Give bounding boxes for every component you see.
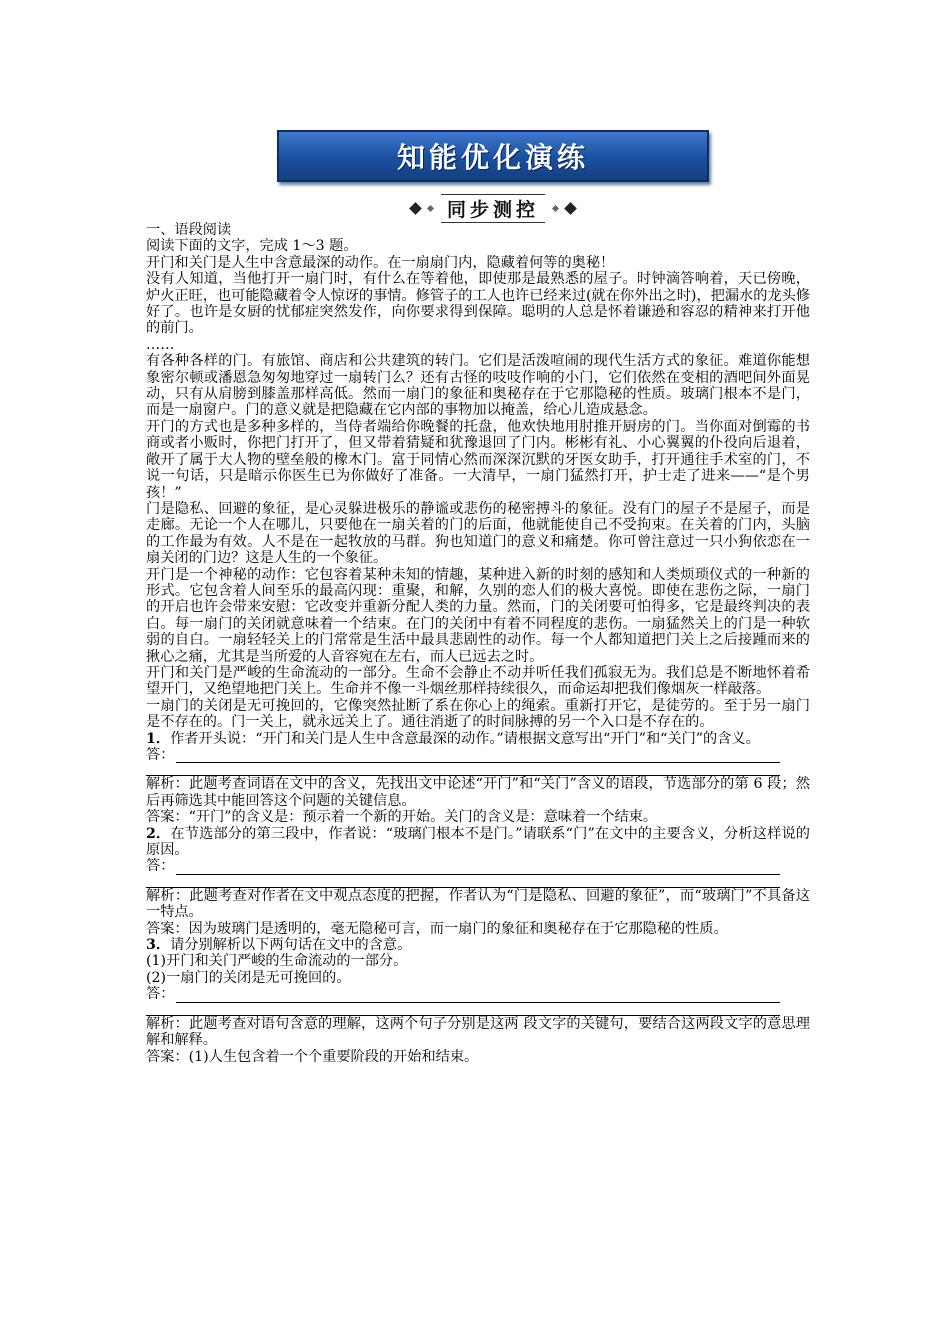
passage-paragraph: 一扇门的关闭是无可挽回的，它像突然扯断了系在你心上的绳索。重新打开它，是徒劳的。至于另一扇门是不存在的。门一关上，就永远关上了。通往消逝了的时间脉搏的另一个入口是不存在的。 (146, 697, 810, 731)
question-number: 2． (146, 825, 171, 842)
section-instruction: 阅读下面的文字，完成 1～3 题。 (146, 238, 358, 255)
question-number: 1． (146, 730, 171, 747)
answer-rule (176, 749, 780, 763)
answer-label: 答： (146, 858, 175, 875)
question-1 (146, 731, 810, 747)
question-3 (146, 937, 810, 953)
sub-title: 同步测控 (441, 194, 545, 223)
question-3-sub-1: (1)开门和关门严峻的生命流动的一部分。 (146, 953, 408, 970)
question-2 (146, 826, 810, 859)
question-number: 3． (146, 937, 171, 954)
question-text: 作者开头说：“开门和关门是人生中含意最深的动作。”请根据文意写出“开门”和“关门”的含义。 (170, 730, 760, 747)
answer-2: 答案：因为玻璃门是透明的，毫无隐秘可言，而一扇门的象征和奥秘存在于它那隐秘的性质。 (146, 920, 728, 937)
banner-title: 知能优化演练 (396, 141, 589, 174)
answer-label: 答： (146, 986, 175, 1003)
passage-paragraph: 开门是一个神秘的动作：它包容着某种未知的情趣，某种进入新的时刻的感知和人类烦琐仪式的一种新的形式。它包含着人间至乐的最高闪现：重聚，和解，久别的恋人们的极大喜悦。即使在悲伤之际，一扇门的开启也许会带来安慰：它改变并重新分配人类的力量。然而，门的关闭要可怕得多，它是最终判决的表白。每一扇门的关闭就意味着一个结束。在门的关闭中有着不同程度的悲伤。一扇猛然关上的门是一种软弱的自白。一扇轻轻关上的门常常是生活中最具悲剧性的动作。每一个人都知道把门关上之后接踵而来的揪心之痛，尤其是当所爱的人音容宛在左右，而人已远去之时。 (146, 566, 810, 665)
answer-rule-2[interactable] (146, 875, 780, 888)
analysis-1: 解析：此题考查词语在文中的含义，先找出文中论述“开门”和“关门”含义的语段，节选部分的第 6 段；然后再筛选其中能回答这个问题的关键信息。 (146, 776, 810, 809)
section-title: 一、语段阅读 (146, 222, 232, 238)
answer-field-2[interactable] (146, 858, 810, 874)
small-diamond-icon (552, 204, 559, 211)
answer-rule (176, 989, 780, 1003)
passage-paragraph: 开门和关门是人生中含意最深的动作。在一扇扇门内，隐藏着何等的奥秘！ (146, 254, 615, 271)
passage-paragraph: 开门的方式也是多种多样的，当侍者端给你晚餐的托盘，他欢快地用肘推开厨房的门。当你面对倒霉的书商或者小贩时，你把门打开了，但又带着猜疑和犹豫退回了门内。彬彬有礼、小心翼翼的仆役向后退着，敞开了属于大人物的壁垒般的橡木门。富于同情心然而深深沉默的牙医女助手，打开通往手术室的门，不说一句话，只是暗示你医生已为你做好了准备。一大清早，一扇门猛然打开，护士走了进来——“是个男孩！” (146, 418, 810, 501)
analysis-2: 解析：此题考查对作者在文中观点态度的把握，作者认为“门是隐私、回避的象征”，而“玻璃门”不具备这一特点。 (146, 887, 810, 921)
answer-rule-2[interactable] (146, 1003, 780, 1016)
section-banner (277, 130, 709, 182)
document-body (146, 222, 810, 1065)
passage-paragraph: 开门和关门是严峻的生命流动的一部分。生命不会静止不动并听任我们孤寂无为。我们总是不断地怀着希望开门，又绝望地把门关上。生命并不像一斗烟丝那样持续很久，而命运却把我们像烟灰一样敲落。 (146, 664, 810, 698)
passage-paragraph: 没有人知道，当他打开一扇门时，有什么在等着他，即使那是最熟悉的屋子。时钟滴答响着，天已傍晚，炉火正旺，也可能隐藏着令人惊讶的事情。修管子的工人也许已经来过(就在你外出之时)，把漏水的龙头修好了。也许是女厨的忧郁症突然发作，向你要求得到保障。聪明的人总是怀着谦逊和容忍的精神来打开他的前门。 (146, 271, 810, 337)
answer-label: 答： (146, 747, 175, 763)
diamond-icon (564, 202, 577, 215)
answer-1: 答案：“开门”的含义是：预示着一个新的开始。关门的含义是：意味着一个结束。 (146, 809, 658, 826)
passage-paragraph: 门是隐私、回避的象征，是心灵躲进极乐的静谧或悲伤的秘密搏斗的象征。没有门的屋子不是屋子，而是走廊。无论一个人在哪儿，只要他在一扇关着的门的后面，他就能使自己不受拘束。在关着的门内，头脑的工作最为有效。人不是在一起牧放的马群。狗也知道门的意义和痛楚。你可曾注意过一只小狗依恋在一扇关闭的门边？这是人生的一个象征。 (146, 500, 810, 567)
passage-ellipsis: …… (146, 336, 175, 353)
answer-3: 答案：(1)人生包含着一个个重要阶段的开始和结束。 (146, 1048, 479, 1065)
answer-field-3[interactable] (146, 986, 810, 1002)
question-3-sub-2: (2)一扇门的关闭是无可挽回的。 (146, 969, 351, 986)
answer-rule (176, 861, 780, 875)
question-text: 请分别解析以下两句话在文中的含意。 (170, 937, 412, 954)
answer-field-1[interactable] (146, 747, 810, 763)
small-diamond-icon (427, 204, 434, 211)
question-text: 在节选部分的第三段中，作者说：“玻璃门根本不是门。”请联系“门”在文中的主要含义，分析这样说的原因。 (146, 825, 810, 859)
answer-rule-2[interactable] (146, 763, 780, 776)
sub-banner (390, 195, 596, 221)
diamond-icon (409, 202, 422, 215)
analysis-3: 解析：此题考查对语句含意的理解，这两个句子分别是这两 段文字的关键句，要结合这两段文字的意思理解和解释。 (146, 1015, 810, 1049)
passage-paragraph: 有各种各样的门。有旅馆、商店和公共建筑的转门。它们是活泼喧闹的现代生活方式的象征。难道你能想象密尔顿或潘恩急匆匆地穿过一扇转门么？还有古怪的吱吱作响的小门，它们依然在变相的酒吧间外面晃动，只有从肩膀到膝盖那样高低。然而一扇门的象征和奥秘存在于它那隐秘的性质。玻璃门根本不是门，而是一扇窗户。门的意义就是把隐藏在它内部的事物加以掩盖，给心儿造成悬念。 (146, 353, 810, 419)
